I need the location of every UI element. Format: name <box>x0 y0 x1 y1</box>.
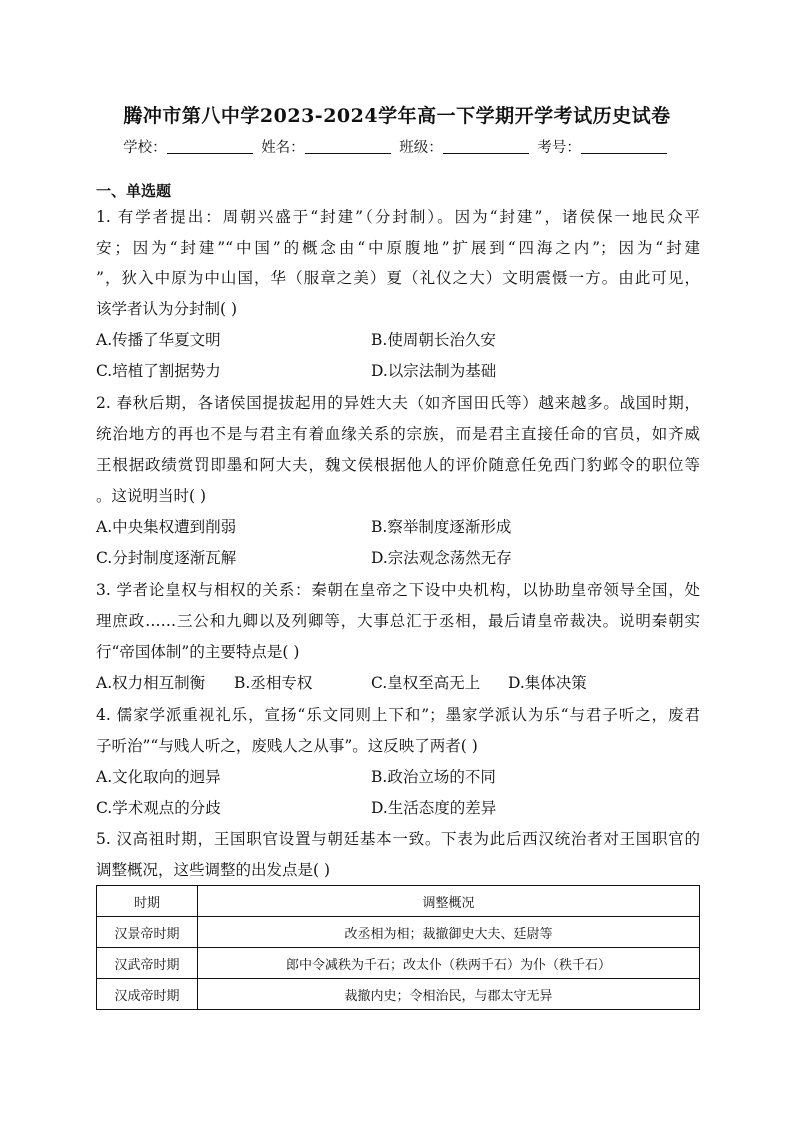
q3-option-b[interactable]: B.丞相专权 <box>234 674 313 692</box>
number-blank <box>581 139 667 154</box>
q1-line: 1. 有学者提出：周朝兴盛于“封建”（分封制）。因为“封建”，诸侯保一地民众平 <box>96 208 700 226</box>
q3-option-a[interactable]: A.权力相互制衡 <box>96 674 206 692</box>
table-cell-period: 汉景帝时期 <box>97 917 198 948</box>
table-header-cell: 时期 <box>97 886 198 917</box>
school-label: 学校： <box>123 140 167 156</box>
q1-option-d[interactable]: D.以宗法制为基础 <box>371 362 497 380</box>
q4-line: 子听治”“与贱人听之，废贱人之从事”。这反映了两者( ) <box>96 737 478 755</box>
q2-option-b[interactable]: B.察举制度逐渐形成 <box>371 518 512 536</box>
q4-line: 4. 儒家学派重视礼乐，宣扬“乐文同则上下和”；墨家学派认为乐“与君子听之，废君 <box>96 706 700 724</box>
q2-option-a[interactable]: A.中央集权遭到削弱 <box>96 518 237 536</box>
q1-option-c[interactable]: C.培植了割据势力 <box>96 362 221 380</box>
q3-line: 行“帝国体制”的主要特点是( ) <box>96 643 300 661</box>
table-cell-adjustment: 郎中令减秩为千石；改太仆（秩两千石）为仆（秩千石） <box>198 948 700 979</box>
q4-option-c[interactable]: C.学术观点的分歧 <box>96 799 221 817</box>
section-title: 一、单选题 <box>96 182 172 200</box>
table-row <box>97 979 700 1010</box>
q1-line: ”，狄入中原为中山国，华（服章之美）夏（礼仪之大）文明震慑一方。由此可见， <box>96 269 700 287</box>
name-label: 姓名： <box>261 140 305 156</box>
q2-line: 2. 春秋后期，各诸侯国提拔起用的异姓大夫（如齐国田氏等）越来越多。战国时期， <box>96 394 700 412</box>
table-cell-adjustment: 裁撤内史；令相治民，与郡太守无异 <box>198 979 700 1010</box>
name-blank <box>305 139 391 154</box>
school-blank <box>167 139 253 154</box>
q1-line: 安；因为“封建”“中国”的概念由“中原腹地”扩展到“四海之内”；因为“封建 <box>96 239 700 257</box>
q1-option-b[interactable]: B.使周朝长治久安 <box>371 331 496 349</box>
q1-line: 该学者认为分封制( ) <box>96 300 238 318</box>
q2-line: 。这说明当时( ) <box>96 487 207 505</box>
class-label: 班级： <box>399 140 443 156</box>
student-info-row <box>0 136 794 157</box>
q2-line: 统治地方的再也不是与君主有着血缘关系的宗族，而是君主直接任命的官员，如齐威 <box>96 425 700 443</box>
table-header-row <box>97 886 700 917</box>
q3-option-d[interactable]: D.集体决策 <box>508 674 587 692</box>
q4-option-a[interactable]: A.文化取向的迥异 <box>96 768 221 786</box>
q5-table <box>96 885 700 1010</box>
table-row <box>97 917 700 948</box>
q2-option-c[interactable]: C.分封制度逐渐瓦解 <box>96 549 237 567</box>
q3-option-c[interactable]: C.皇权至高无上 <box>371 674 481 692</box>
q3-line: 3. 学者论皇权与相权的关系：秦朝在皇帝之下设中央机构，以协助皇帝领导全国，处 <box>96 581 700 599</box>
q3-line: 理庶政……三公和九卿以及列卿等，大事总汇于丞相，最后请皇帝裁决。说明秦朝实 <box>96 612 700 630</box>
table-cell-period: 汉武帝时期 <box>97 948 198 979</box>
q5-line: 调整概况，这些调整的出发点是( ) <box>96 861 331 879</box>
exam-title: 腾冲市第八中学2023-2024学年高一下学期开学考试历史试卷 <box>123 105 671 127</box>
table-cell-adjustment: 改丞相为相；裁撤御史大夫、廷尉等 <box>198 917 700 948</box>
class-blank <box>443 139 529 154</box>
table-header-cell: 调整概况 <box>198 886 700 917</box>
table-cell-period: 汉成帝时期 <box>97 979 198 1010</box>
q2-line: 王根据政绩赏罚即墨和阿大夫，魏文侯根据他人的评价随意任免西门豹邺令的职位等 <box>96 456 700 474</box>
q4-option-d[interactable]: D.生活态度的差异 <box>371 799 497 817</box>
q2-option-d[interactable]: D.宗法观念荡然无存 <box>371 549 512 567</box>
q4-option-b[interactable]: B.政治立场的不同 <box>371 768 496 786</box>
table-row <box>97 948 700 979</box>
q1-option-a[interactable]: A.传播了华夏文明 <box>96 331 221 349</box>
q5-line: 5. 汉高祖时期，王国职官设置与朝廷基本一致。下表为此后西汉统治者对王国职官的 <box>96 830 700 848</box>
number-label: 考号： <box>537 140 581 156</box>
